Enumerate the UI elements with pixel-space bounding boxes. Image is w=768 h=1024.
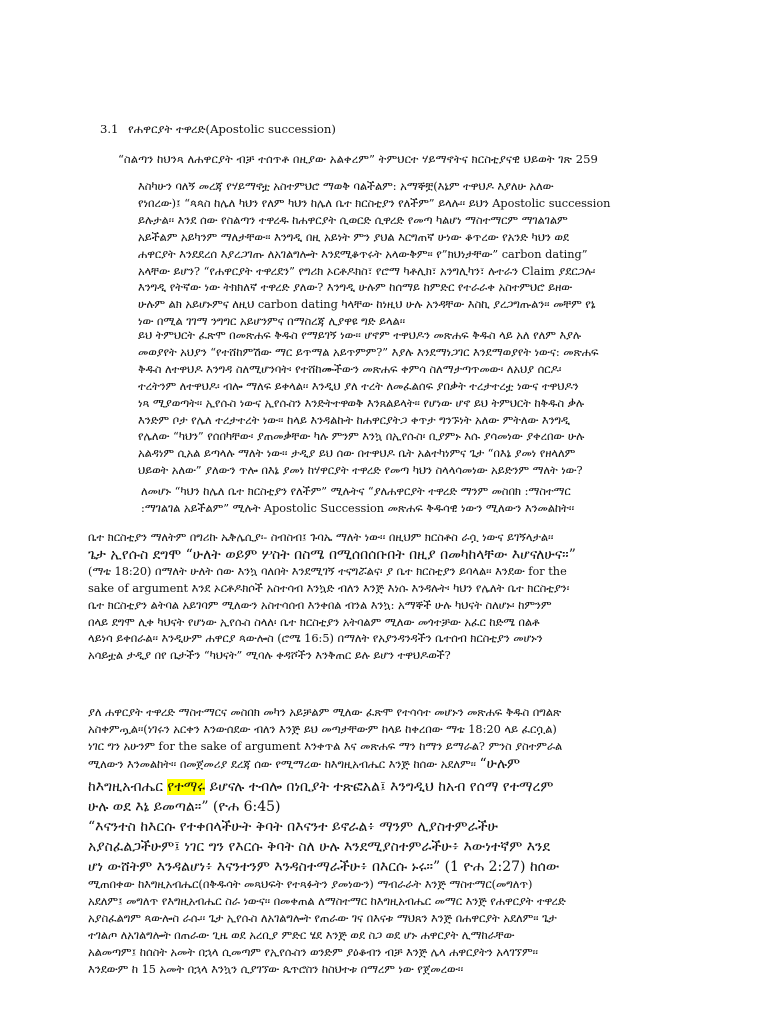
- text-line: ይሉታል፡፡ እንደ ሰው የስልጣን ተዋረዱ ከሐዋርያት ሲወርድ ሲዋረድ የመጣ ካልሆነ ማስተማርም ማገልገልም: [138, 213, 568, 227]
- text-line: አስቀምጧል፡፡(ነገሩን አርቀን እንውሰደው ብለን እንጅ ይህ መጣታቸውም ከላይ ከቀረበው ማቴ 18:20 ላይ ፈርሷል): [88, 722, 557, 736]
- text-line: ነው በሚል ገገማ ንግግር አይሆንምና በማስረጃ ሊያዋዩ ግድ ይላል፡፡: [138, 315, 406, 329]
- text-segment: “ሁሉም: [479, 755, 521, 772]
- text-line: አደለም፤ መግለጥ የእግዚአብሔር ስራ ነውና፡፡ በመቀጠል ለማስተማር ከእግዚአብሔር መማር እንጅ የሐዋርያት ተዋረድ: [88, 894, 566, 908]
- section-heading: [100, 121, 660, 137]
- section-quote: “ስልጣን ከህንጻ ለሐዋርያት ብቻ ተሰጥቶ በዚያው አልቀረም” ትምህርተ ሃይማኖትና ክርስቲያናዊ ህይወት ገጽ 259: [118, 152, 598, 166]
- text-line: እስካሁን ባለኝ መረጃ የሃይማኖቷ አስተምህሮ ማወቅ ባልችልም: አማኞቿ(እኔም ተዋህዶ እያለሁ አለው: [138, 180, 554, 193]
- text-line: አልዳነም ሲአል ይጣላሉ ማለት ነው፡፡ ታዲያ ይህ ሰው በተዋህዶ ቤት አልተካነምና ጌታ “በእኔ ያመነ የዘላለም: [138, 447, 576, 461]
- text-line: ሁሉም ልክ አይሆኑምና ለዚህ carbon dating ካላቸው ከነዚህ ሁሉ አንዳቸው እስኪ ያረጋግጡልን፡፡ መቸም የኔ: [138, 298, 596, 312]
- text-line: ቤተ ክርስቲያን ልትባል አይገባም ሚለውን አስተሳሰብ እንቀበል ብንል እንኳ: አማኞች ሁሉ ካህናት ስለሆኑ፡ ከምንም: [88, 598, 552, 612]
- text-line: “እናንተስ ከእርሱ የተቀበላችሁት ቅባት በእናንተ ይኖራል፥ ማንም ሊያስተምራችሁ: [88, 819, 498, 835]
- text-line: :ማገልገል አይችልም” ሚሉት Apostolic Succession መጽሐፍ ቅዱሳዊ ነውን ሚለውን እንመልከት፡፡: [141, 501, 575, 515]
- text-line: ተረትንም ለተዋህዶ፡ ብሎ ማለፍ ይቀላል፡፡ እንዲህ ያለ ተረት ለመፈልሰፍ ያበቃት ተረታተረቷ ነውና ተዋህዶን: [138, 379, 579, 393]
- text-line: sake of argument እንደ ኦርቶዶክሶች አስተሳብ እንኳድ ብለን እንጅ እነሱ እንዳሉት፡ ካህን የሌለት ቤተ ክርስቲያን፡: [88, 581, 570, 595]
- text-segment: ከእግዚአብሔር: [88, 779, 168, 795]
- text-line: እንድም ቦታ የሌለ ተረታተረት ነው፡፡ ከላይ እንዳልኩት ከሐዋርያትጋ ቀጥታ ግንኙነት አለው ምትለው እንግዲ: [138, 413, 571, 427]
- paragraph-3: [141, 484, 681, 518]
- section-number: 3.1: [100, 122, 119, 136]
- text-line: አልመጣም፤ ከሰስት አመት በኋላ ሲመጣም የኢየሱስን ወንድም ያዕቆብን ብቻ እንጅ ሌላ ሐዋርያትን አላገኘም፡፡: [88, 945, 538, 959]
- text-line: ሆነ ውሸትም እንዳልሆነ፥ እናንተንም እንዳስተማራችሁ፥ በእርሱ ኑሩ።” (1 ዮሐ 2:27) ከሰው: [88, 859, 560, 875]
- text-line: በላይ ደግሞ ሊቀ ካህናት የሆነው ኢየሱስ ስላለ፡ ቤተ ክርስቲያን አትባልም ሚለው መጎተቻው አፈር ከድሜ በልቶ: [88, 615, 540, 629]
- text-line: ቅዱስ ለተዋህዶ እንግዳ ስለሚሆንባት፡ የተሸከሙችውን መጽሐፍ ቀምሳ ስለማታጣጥመው፡ ለአህያ ሰርዶ፡: [138, 362, 562, 376]
- text-line: ነጻ ሚያወጣት፡፡ ኢየሱስ ነውና ኢየሱስን እንድትተዋወቅ እንጸልይላት፡፡ የሆነው ሆኖ ይህ ትምህርት ከቅዱስ ቃሉ: [138, 396, 584, 410]
- text-line: እንደውም ከ 15 አመት በኋላ እንኳን ሲያገኘው ጴጥሮስን ከስህተቱ በማረም ነው የጀመረው፡፡: [88, 962, 464, 976]
- highlighted-word: የተማሩ: [167, 779, 206, 795]
- text-line: እንግዲ የትኛው ነው ትክክለኛ ተዋረድ ያለው? እንግዲ ሁሉም ከሰማይ ከምድር የተራራቀ አስተምህሮ ይዘው: [138, 281, 573, 295]
- text-line: አሳይቷል ታዲያ በየ ቤታችን “ካህናት” ሚባሉ ቀዳሾችን እንቅጠር ይሉ ይሆን ተዋህዶወች?: [88, 649, 451, 663]
- text-line: (ማቴ 18:20) በማለት ሁለት ሰው እንኳ ባለበት እንደሚገኝ ተናግሯልና፡ ያ ቤተ ክርስቲያን ይባላል፡፡ እንደው for the: [88, 564, 567, 578]
- text-line: ሐዋርያት እንደደረሰ እያረጋገጡ ለአገልግሎት እንደሚቆጥሩት አላውቅም፡፡ የ”ክህነታቸው” carbon dating”: [138, 247, 588, 261]
- text-line: ህይወት አለው” ያለውን ጥሎ በእኔ ያመነ ከሃዋርያት ተዋረድ የመጣ ካህን ስላላሳመነው አይድንም ማለት ነው?: [138, 464, 583, 478]
- text-line: የሌለው “ካህን” የሰበካቸው፡ ያጠመቃቸው ካሉ ምንም እንኳ በኢየሱስ፡ ቢያምኑ እሱ ያሳመነው ያቀረበው ሁሉ: [138, 430, 585, 444]
- text-line: መወያየት አህያን “የተሸከምሽው ማር ይጥማል አይጥምም?” እያሉ እንደማነጋገር እንደማወያየት ነውና: መጽሐፍ: [138, 345, 599, 359]
- text-line: አይችልም አይካንም ማለታቸው፡፡ እንግዲ በዚ አይነት ምን ያህል እርግጠኛ ሁነው ቆጥረው የአንድ ካህን ወደ: [138, 230, 569, 244]
- text-line: አላቸው ይሆን? “የሐዋርያት ተዋረደን” የግሪክ ኦርቶዶክስ፣ የሮማ ካቶሊክ፣ አንግሊካን፣ ሉተራን Claim ያደርጋሉ፡: [138, 264, 596, 278]
- section-title: የሐዋርያት ተዋረድ(Apostolic succession): [128, 122, 336, 136]
- text-line: ነገር ግን አሁንም for the sake of argument እንቀጥል እና መጽሐፍ ማን ከማን ይማራል? ምንስ ያስተምራል: [88, 739, 563, 753]
- paragraph-5: [88, 705, 680, 774]
- paragraph-7: [88, 877, 680, 978]
- text-line: አያስፈልግም ጳውሎስ ራሱ፡፡ ጌታ ኢየሱስ ለአገልግሎት የጠራው ገና በእናቱ ማህጸን እንጅ በሐዋርያት አደለም፡፡ ጌታ: [88, 911, 557, 925]
- text-line: ይህ ትምህርት ፈጽሞ በመጽሐፍ ቅዱስ የማይገኝ ነው፡፡ ሆኖም ተዋህዶን መጽሐፍ ቅዱስ ላይ አለ የለም እያሉ: [138, 329, 581, 342]
- text-line: ሁሉ ወደ እኔ ይመጣል።” (ዮሐ 6:45): [88, 799, 281, 815]
- paragraph-2: [138, 328, 678, 480]
- text-line: የነበረው)፤ “ጳጳስ ከሌለ ካህን የለም ካህን ከሌለ ቤተ ክርስቲያን የለችም” ይላሉ፡፡ ይህን Apostolic succession: [138, 196, 611, 210]
- text-line: አያስፈልጋችሁም፤ ነገር ግን የእርሱ ቅባት ስለ ሁሉ እንደሚያስተምራችሁ፥ እውነተኛም እንደ: [88, 839, 551, 855]
- text-line: ላይነሳ ይቀበራል፡፡ እንዲሁም ሐዋርያ ጳውሎስ (ሮሜ 16:5) በማለት የአያንዳንዳችን ቤተሰብ ክርስቲያን መሆኑን: [88, 632, 543, 646]
- text-segment: ይሆናሉ ተብሎ በነቢያት ተጽፎአል፤ እንግዲህ ከአብ የሰማ የተማረም: [205, 779, 554, 795]
- text-line: ሚጠበቀው ከእግዚአብሔር(በቅዱሳት መጻህፍት የተጻፉትን ያመነውን) ማብራራት እንጅ ማስተማር(መግለጥ): [88, 878, 533, 891]
- text-line: ተገልጦ ለአገልግሎት በጠራው ጊዜ ወደ አረቢያ ምድር ሄደ እንጅ ወደ ስጋ ወደ ሆኑ ሐዋርያት ሊማከራቸው: [88, 928, 515, 942]
- text-line: ቤተ ክርስቲያን ማለትም በግሪኩ ኤቅሌሲያ፡- ስብስብ፤ ጉባኤ ማለት ነው፡፡ በዚህም ክርስቶስ ራሷ ነውና ይገኝላታል፡፡: [88, 531, 554, 544]
- text-line: ያለ ሐዋርያት ተዋረድ ማስተማርና መስበክ መካን አይቻልም ሚለው ፈጽሞ የተሳሳተ መሆኑን መጽሐፍ ቅዱስ በግልጽ: [88, 706, 562, 719]
- highlighted-verse: [88, 777, 680, 877]
- text-line: [88, 756, 680, 774]
- text-line: ለመሆኑ “ካህን ከሌለ ቤተ ክርስቲያን የለችም” ሚሉትና “ያለሐዋርያት ተዋረድ ማንም መስበክ :ማስተማር: [141, 485, 571, 498]
- text-line: ጌታ ኢየሱስ ደግሞ “ሁለት ወይም ሦስት በስሜ በሚሰበሰቡበት በዚያ በመካከላቸው እሆናለሁና።”: [88, 546, 576, 563]
- text-segment: ሚለውን እንመልከት፡፡ በመጀመሪያ ደረጃ ሰው የሚማረው ከእግዚአብሔር እንጅ ከሰው አደለም፡፡: [88, 757, 476, 771]
- paragraph-1: [138, 179, 678, 331]
- text-line: [88, 777, 680, 797]
- paragraph-4: [88, 530, 680, 665]
